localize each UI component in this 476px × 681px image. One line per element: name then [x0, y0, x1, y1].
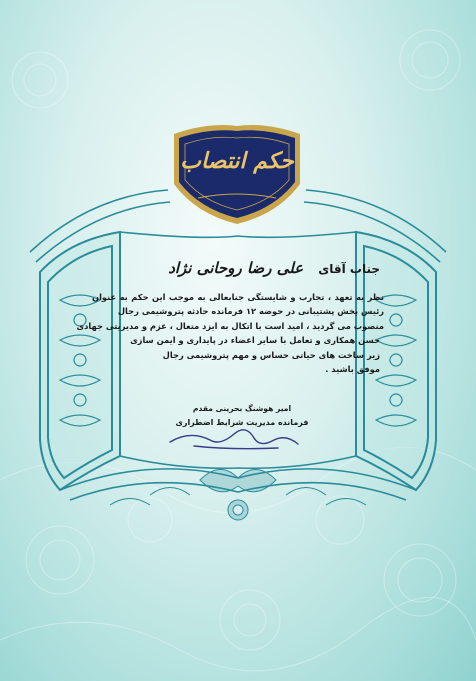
- text-line: رئیس بخش پشتیبانی در حوضه ۱۲ فرمانده حادثه پتروشیمی رجال: [117, 306, 384, 317]
- recipient-line: [80, 258, 380, 277]
- text-line: نظر به تعهد ، تجارب و شایستگی جنابعالی به موجب این حکم به عنوان: [92, 292, 384, 302]
- badge-title: حکم انتصاب: [180, 148, 294, 174]
- title-badge: [168, 120, 306, 228]
- signer-title: فرمانده مدیریت شرایط اضطراری: [175, 418, 309, 427]
- salutation: جناب آقای: [318, 262, 380, 276]
- recipient-name: علی رضا روحانی نژاد: [168, 259, 304, 277]
- text-line: حسن همکاری و تعامل با سایر اعضاء در پایداری و ایمن سازی: [130, 335, 380, 346]
- text-line: موفق باشید .: [325, 364, 380, 375]
- signer-name: امیر هوشنگ بحرینی مقدم: [192, 404, 292, 413]
- handwritten-signature: [150, 420, 310, 460]
- text-line: زیر ساخت های حیاتی حساس و مهم پتروشیمی رجال: [162, 349, 380, 360]
- text-line: منصوب می گردید ، امید است با اتکال به ایزد متعال ، عزم و مدیریتی جهادی: [76, 320, 384, 331]
- appointment-text: [76, 290, 384, 376]
